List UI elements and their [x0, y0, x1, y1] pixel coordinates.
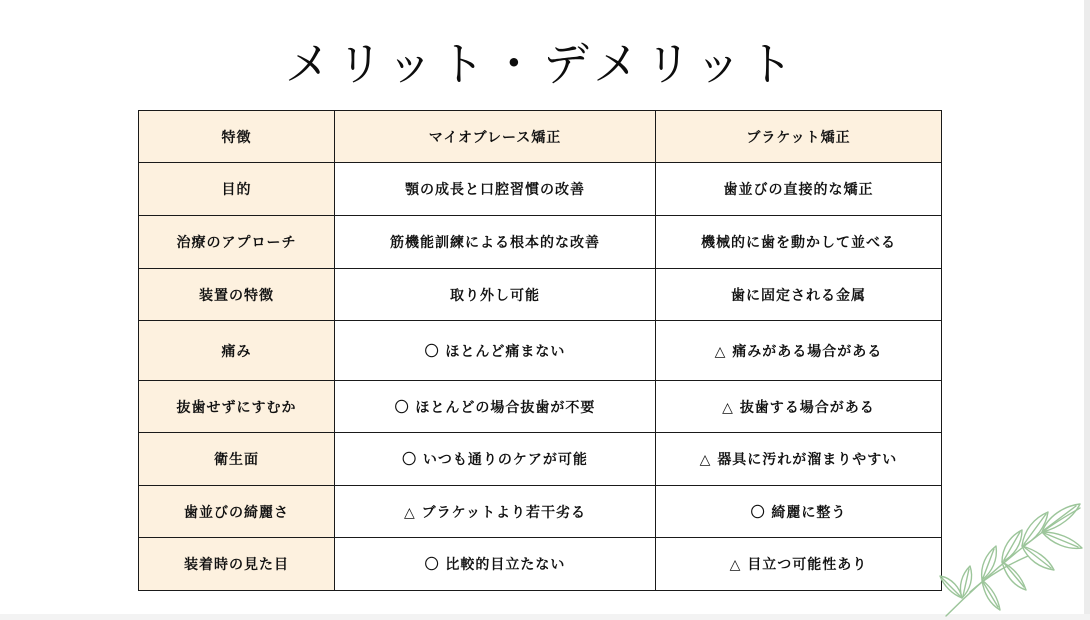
header-feature: 特徴	[139, 111, 335, 163]
bracket-cell: △ 痛みがある場合がある	[656, 321, 942, 381]
table-row	[139, 269, 942, 321]
row-label: 治療のアプローチ	[139, 216, 335, 269]
header-bracket: ブラケット矯正	[656, 111, 942, 163]
myobrace-cell: 〇 ほとんど痛まない	[335, 321, 656, 381]
myobrace-cell: 取り外し可能	[335, 269, 656, 321]
comparison-table	[138, 110, 942, 591]
table-row	[139, 216, 942, 269]
row-label: 痛み	[139, 321, 335, 381]
leaf-branch-icon	[930, 494, 1090, 620]
row-label: 目的	[139, 163, 335, 216]
bracket-cell: 機械的に歯を動かして並べる	[656, 216, 942, 269]
row-label: 装着時の見た目	[139, 538, 335, 591]
table-row	[139, 321, 942, 381]
bracket-cell: △ 器具に汚れが溜まりやすい	[656, 433, 942, 486]
table-row	[139, 381, 942, 433]
bracket-cell: 〇 綺麗に整う	[656, 486, 942, 538]
myobrace-cell: △ ブラケットより若干劣る	[335, 486, 656, 538]
bracket-cell: △ 目立つ可能性あり	[656, 538, 942, 591]
table-row	[139, 433, 942, 486]
table-row	[139, 163, 942, 216]
header-myobrace: マイオブレース矯正	[335, 111, 656, 163]
table-row	[139, 486, 942, 538]
bracket-cell: 歯に固定される金属	[656, 269, 942, 321]
myobrace-cell: 〇 比較的目立たない	[335, 538, 656, 591]
row-label: 歯並びの綺麗さ	[139, 486, 335, 538]
bracket-cell: △ 抜歯する場合がある	[656, 381, 942, 433]
bracket-cell: 歯並びの直接的な矯正	[656, 163, 942, 216]
myobrace-cell: 顎の成長と口腔習慣の改善	[335, 163, 656, 216]
row-label: 衛生面	[139, 433, 335, 486]
row-label: 装置の特徴	[139, 269, 335, 321]
myobrace-cell: 〇 いつも通りのケアが可能	[335, 433, 656, 486]
table-header-row	[139, 111, 942, 163]
myobrace-cell: 筋機能訓練による根本的な改善	[335, 216, 656, 269]
myobrace-cell: 〇 ほとんどの場合抜歯が不要	[335, 381, 656, 433]
row-label: 抜歯せずにすむか	[139, 381, 335, 433]
bottom-edge-shadow	[0, 614, 1090, 620]
page-title: メリット・デメリット	[284, 37, 800, 91]
table-row	[139, 538, 942, 591]
